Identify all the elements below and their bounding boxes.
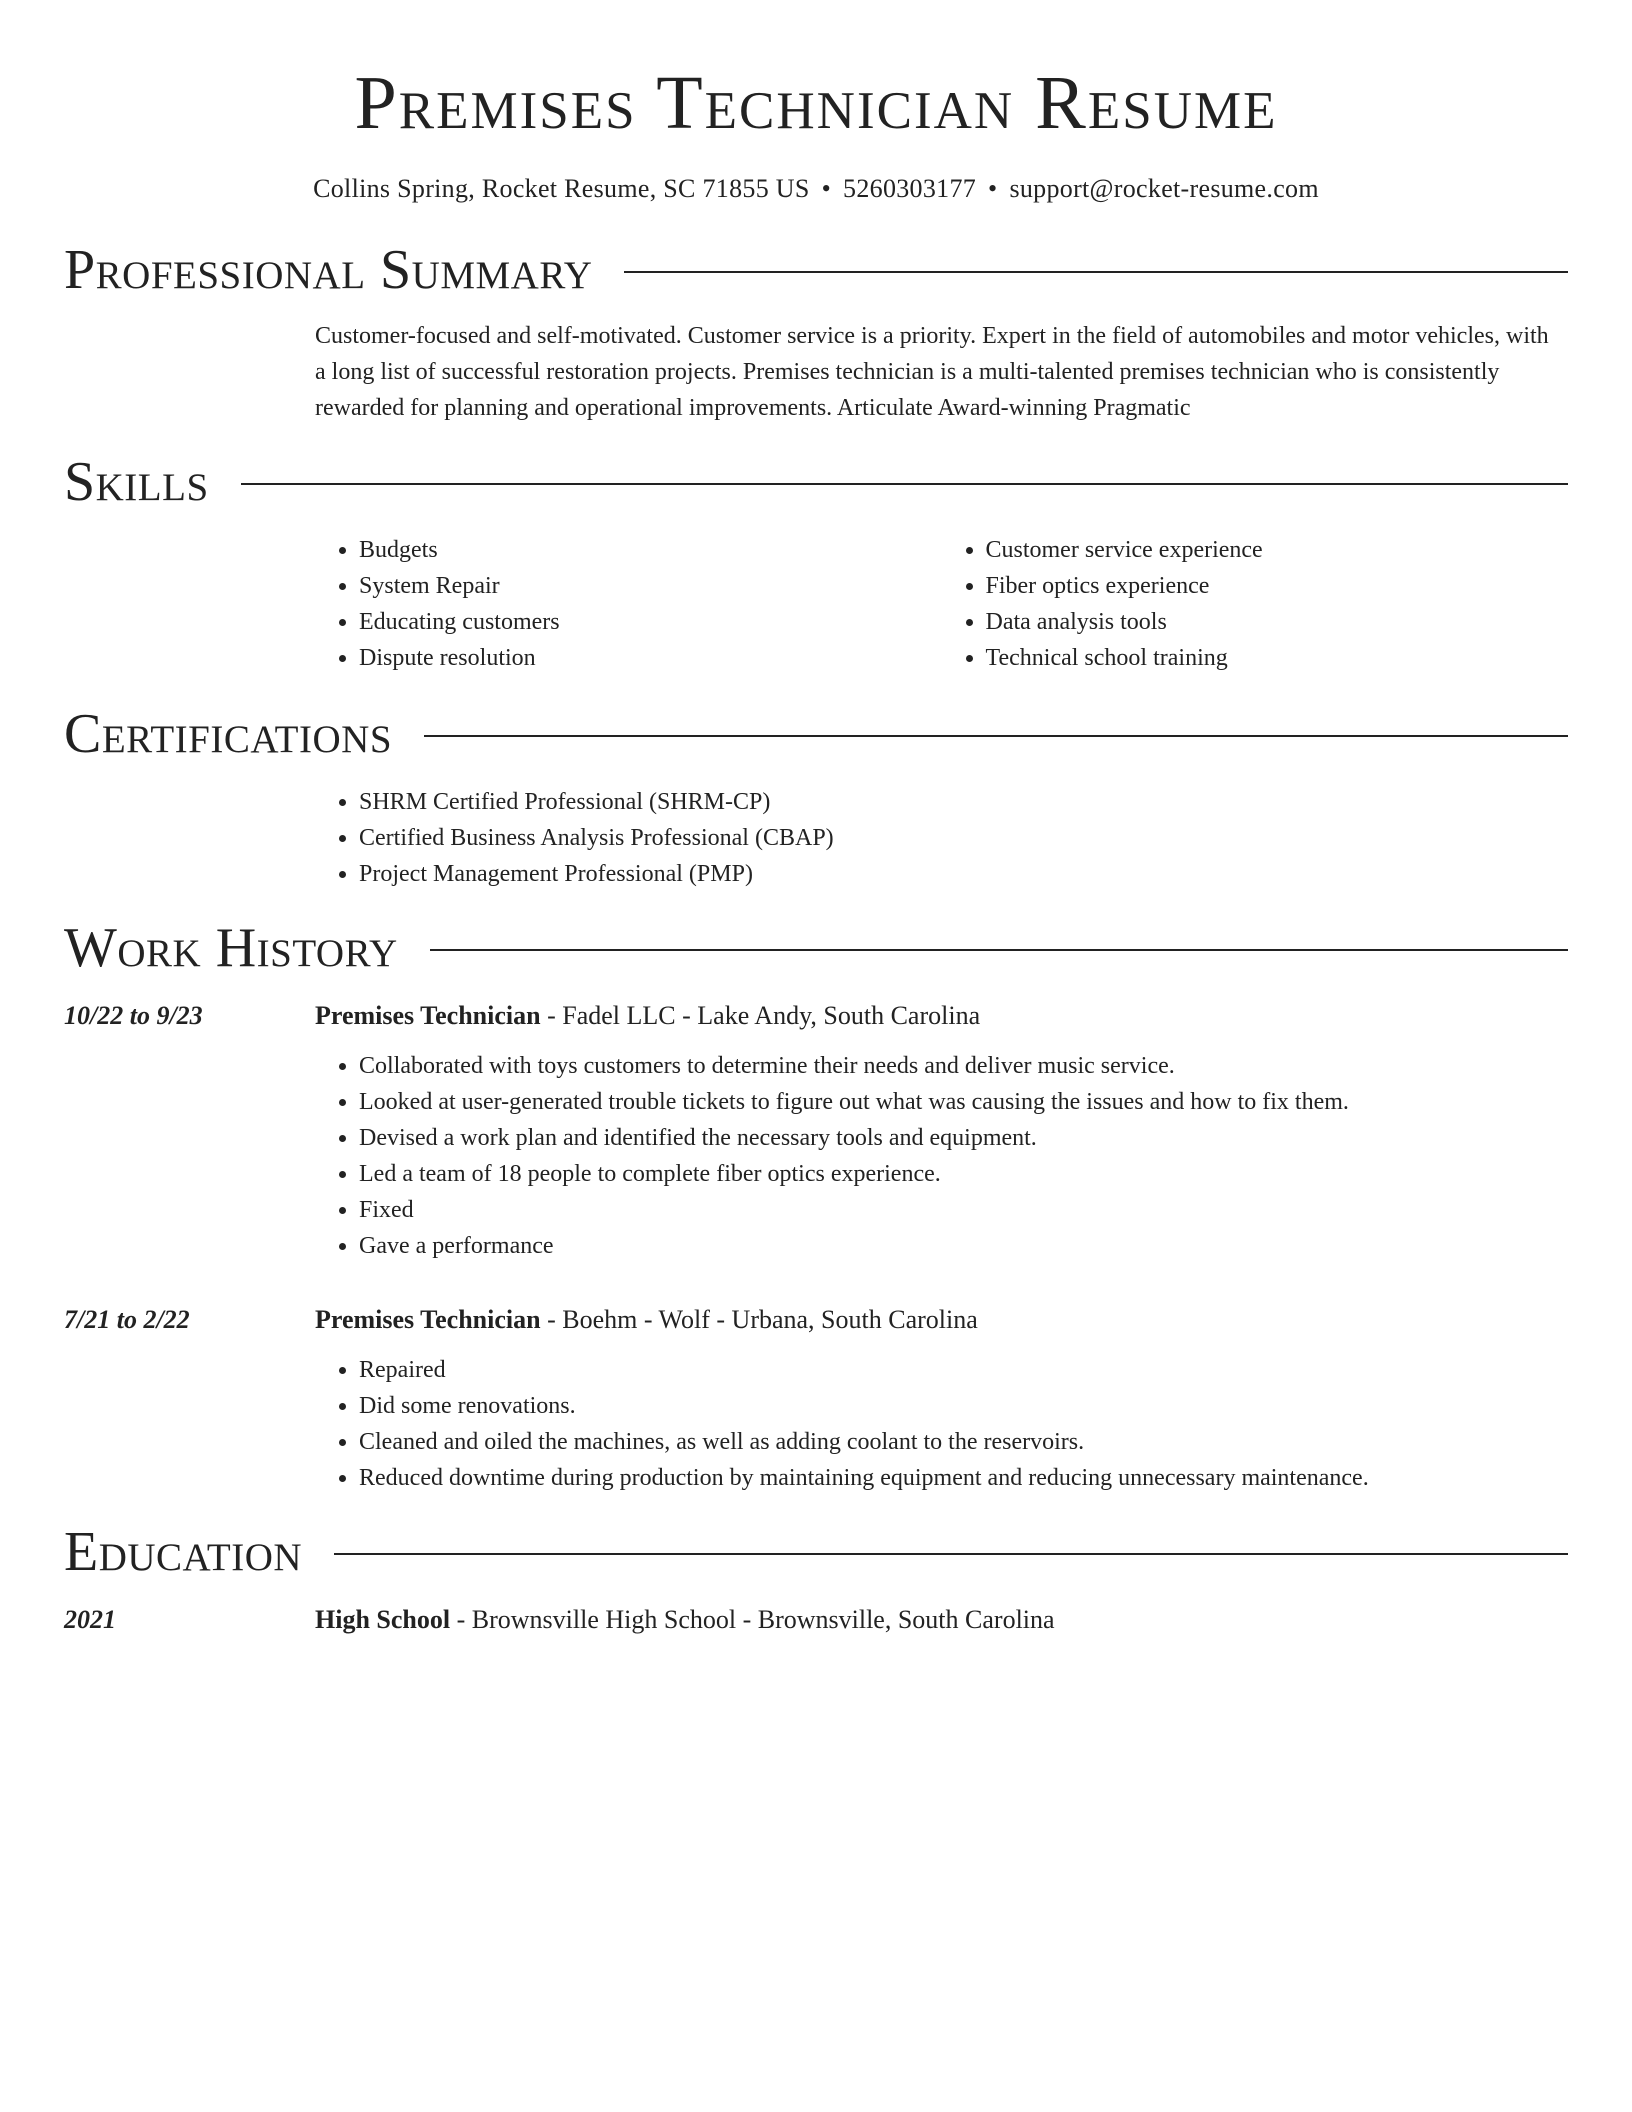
summary-section-header [64, 238, 1568, 302]
job-bullet: • Reduced downtime during production by maintaining equipment and reducing unnecessary maintenance. [359, 1460, 1568, 1496]
section-divider [334, 1553, 1568, 1555]
skills-heading: Skills [64, 451, 209, 513]
job-title: Premises Technician [315, 1001, 541, 1030]
section-divider [424, 735, 1568, 737]
resume-title: Premises Technician Resume [354, 61, 1278, 145]
education-entry [64, 1602, 1568, 1638]
skill-item: • Fiber optics experience [986, 568, 1569, 604]
certification-item: • Certified Business Analysis Professional (CBAP) [359, 820, 1568, 856]
skills-grid [315, 532, 1568, 676]
certifications-heading: Certifications [64, 703, 393, 765]
job-details [315, 1302, 1568, 1496]
job-dates: 7/21 to 2/22 [64, 1305, 190, 1334]
skills-column-left [315, 532, 942, 676]
education-section-header [64, 1520, 1568, 1584]
job-bullet: • Did some renovations. [359, 1388, 1568, 1424]
resume-page [64, 0, 1568, 1638]
summary-section [315, 318, 1568, 426]
job-bullet: • Gave a performance [359, 1228, 1568, 1264]
skills-section [315, 532, 1568, 676]
certifications-list [315, 784, 1568, 892]
job-bullet: • Fixed [359, 1192, 1568, 1228]
skills-column-right [942, 532, 1569, 676]
job-bullets [315, 1352, 1568, 1496]
job-company: - Fadel LLC - Lake Andy, South Carolina [540, 1001, 981, 1030]
job-title: Premises Technician [315, 1305, 541, 1334]
skill-item: • Technical school training [986, 640, 1569, 676]
education-degree: High School [315, 1605, 451, 1634]
job-entry [64, 998, 1568, 1264]
skills-section-header [64, 450, 1568, 514]
job-bullet: • Led a team of 18 people to complete fiber optics experience. [359, 1156, 1568, 1192]
skill-item: • System Repair [359, 568, 942, 604]
work-heading: Work History [64, 917, 398, 979]
job-bullet: • Looked at user-generated trouble tickets to figure out what was causing the issues and how to fix them. [359, 1084, 1568, 1120]
skill-item: • Dispute resolution [359, 640, 942, 676]
skill-item: • Budgets [359, 532, 942, 568]
job-bullet: • Cleaned and oiled the machines, as well as adding coolant to the reservoirs. [359, 1424, 1568, 1460]
education-year: 2021 [64, 1605, 116, 1634]
job-bullet: • Repaired [359, 1352, 1568, 1388]
skill-item: • Data analysis tools [986, 604, 1569, 640]
job-heading [315, 1302, 1568, 1338]
job-details [315, 998, 1568, 1264]
education-heading-line [315, 1602, 1568, 1638]
education-details [315, 1602, 1568, 1638]
job-dates: 10/22 to 9/23 [64, 1001, 203, 1030]
skill-item: • Educating customers [359, 604, 942, 640]
contact-email: support@rocket-resume.com [1009, 174, 1319, 203]
job-heading [315, 998, 1568, 1034]
summary-heading: Professional Summary [64, 239, 593, 301]
certification-item: • Project Management Professional (PMP) [359, 856, 1568, 892]
job-bullets [315, 1048, 1568, 1264]
section-divider [624, 271, 1568, 273]
job-entry [64, 1302, 1568, 1496]
certification-item: • SHRM Certified Professional (SHRM-CP) [359, 784, 1568, 820]
certifications-section [315, 784, 1568, 892]
contact-separator: • [821, 174, 832, 203]
skill-item: • Customer service experience [986, 532, 1569, 568]
certifications-section-header [64, 702, 1568, 766]
contact-line [64, 172, 1568, 206]
education-heading: Education [64, 1521, 303, 1583]
contact-phone: 5260303177 [843, 174, 977, 203]
contact-separator: • [988, 174, 998, 203]
section-divider [241, 483, 1568, 485]
job-bullet: • Devised a work plan and identified the necessary tools and equipment. [359, 1120, 1568, 1156]
section-divider [430, 949, 1568, 951]
contact-address: Collins Spring, Rocket Resume, SC 71855 US [313, 174, 810, 203]
job-bullet: • Collaborated with toys customers to determine their needs and deliver music service. [359, 1048, 1568, 1084]
summary-text: Customer-focused and self-motivated. Customer service is a priority. Expert in the field of automobiles and motor vehicles, with a long list of successful restoration projects. Premises technician is a multi-talented premises technician who is consistently rewarded for planning and operational improvements. Articulate Award-winning Pragmatic [315, 323, 1549, 421]
work-section-header [64, 916, 1568, 980]
job-company: - Boehm - Wolf - Urbana, South Carolina [540, 1305, 978, 1334]
education-school: - Brownsville High School - Brownsville, South Carolina [450, 1605, 1055, 1634]
